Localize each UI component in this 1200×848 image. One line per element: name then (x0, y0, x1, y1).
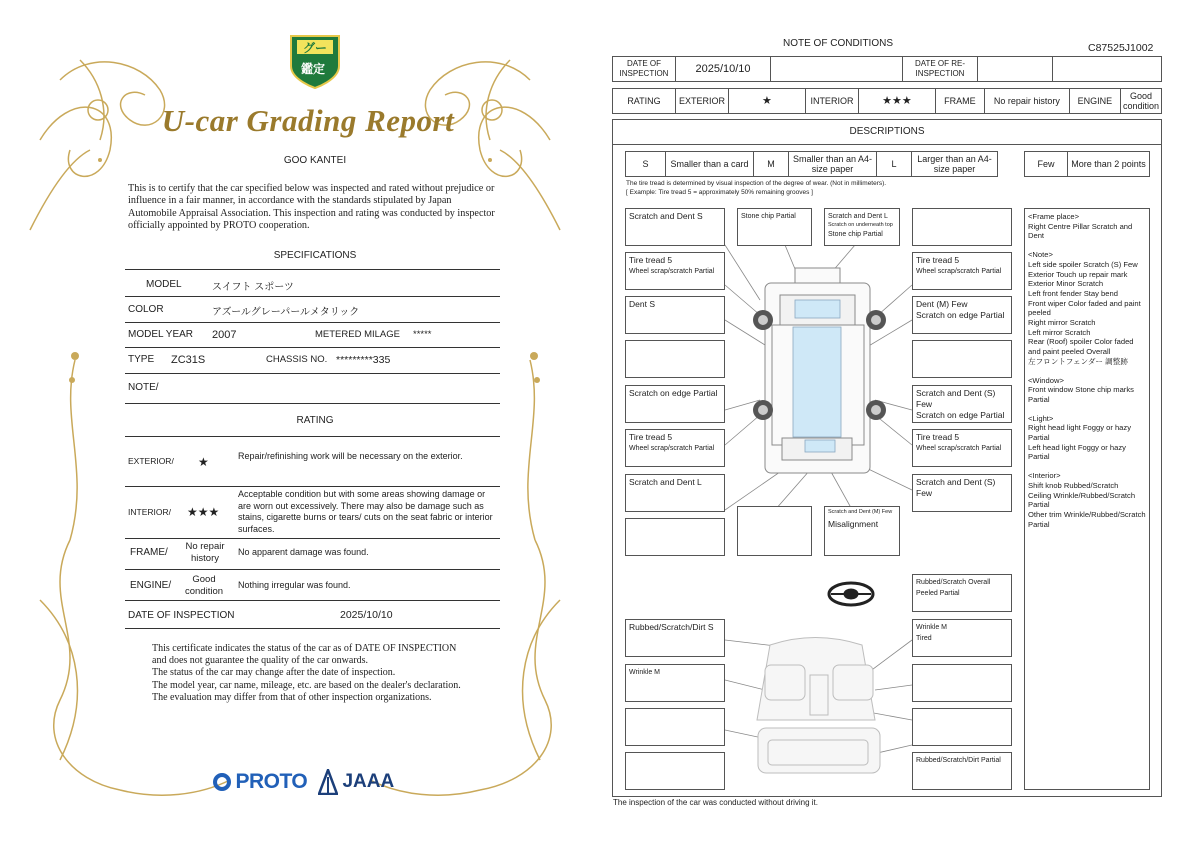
interior-stars: ★★★ (187, 505, 220, 519)
notes-line (1028, 462, 1146, 471)
doi-label: DATE OF INSPECTION (128, 610, 235, 621)
damage-box-text: Wrinkle M (629, 669, 660, 676)
damage-box-text: Tire tread 5 (629, 432, 673, 442)
damage-box (824, 506, 900, 556)
damage-box (625, 664, 725, 702)
damage-box-text: Rubbed/Scratch Overall (916, 579, 991, 586)
notes-line: <Light> (1028, 413, 1054, 423)
damage-box (625, 252, 725, 290)
legend-l-desc: Larger than an A4-size paper (912, 152, 998, 177)
damage-box (912, 474, 1012, 512)
notes-line: Other trim Wrinkle/Rubbed/Scratch Partial (1028, 509, 1146, 529)
damage-box (625, 474, 725, 512)
doi-value-cell: 2025/10/10 (676, 57, 771, 82)
damage-box-text: Misalignment (828, 519, 879, 529)
legend-s: S (626, 152, 666, 177)
goo-kantei-logo (287, 30, 343, 90)
damage-box (912, 619, 1012, 657)
notes-line: Exterior Minor Scratch (1028, 279, 1104, 289)
exterior-stars: ★ (198, 455, 209, 469)
notes-box (1024, 208, 1150, 790)
noc-footer: The inspection of the car was conducted without driving it. (613, 798, 818, 807)
damage-box-text: Dent (M) Few (916, 299, 968, 309)
damage-box (625, 340, 725, 378)
notes-line: Right Centre Pillar Scratch and Dent (1028, 221, 1133, 241)
damage-box (912, 296, 1012, 334)
damage-box-text: Scratch and Dent (S) Few (916, 477, 996, 498)
damage-box-text: Stone chip Partial (828, 231, 883, 238)
steering-wheel-icon (829, 583, 873, 605)
interior-desc: Acceptable condition but with some areas showing damage or are worn out excessively. There may also be damage such as stains, cigarette burns or tears/ cuts on the seat fabric or interior surfaces. (238, 489, 493, 534)
footer-line: This certificate indicates the status of the car as of DATE OF INSPECTION and does not guarantee the quality of the car onwards. (152, 643, 457, 667)
damage-box-text: Tire tread 5 (916, 432, 960, 442)
notes-line: 左フロントフェンダー 調整跡 (1028, 356, 1128, 366)
damage-box (625, 619, 725, 657)
svg-text:グー: グー (302, 41, 328, 55)
legend-s-desc: Smaller than a card (666, 152, 754, 177)
damage-box (912, 752, 1012, 790)
damage-box (912, 340, 1012, 378)
notes-line: Left head light Foggy or hazy Partial (1028, 442, 1126, 462)
exterior-label-cell: EXTERIOR (675, 89, 728, 114)
damage-box-text: Wheel scrap/scratch Partial (916, 445, 1002, 452)
report-subtitle: GOO KANTEI (283, 155, 347, 166)
footer-line: The model year, car name, mileage, etc. are based on the dealer's declaration. (152, 679, 461, 691)
proto-logo (213, 770, 307, 794)
engine-desc: Nothing irregular was found. (238, 580, 351, 590)
notes-line: Exterior Touch up repair mark (1028, 269, 1128, 279)
legend-few: Few (1025, 152, 1068, 177)
proto-logo-text: PROTO (235, 770, 308, 793)
notes-line: Left mirror Scratch (1028, 327, 1091, 337)
model-value: スイフト スポーツ (212, 282, 294, 293)
damage-box-text: Wheel scrap/scratch Partial (629, 268, 715, 275)
damage-box (912, 208, 1012, 246)
engine-value: Good condition (184, 574, 224, 597)
damage-box-text: Wheel scrap/scratch Partial (629, 445, 715, 452)
damage-box (912, 574, 1012, 612)
damage-box (625, 385, 725, 423)
footer-line: The status of the car may change after the date of inspection. (152, 667, 396, 679)
legend-l: L (877, 152, 912, 177)
notes-line (1028, 367, 1146, 376)
damage-box (912, 429, 1012, 467)
damage-box-text: Tired (916, 635, 932, 642)
engine-value-cell: Good condition (1120, 89, 1161, 114)
notes-line: Front wiper Color faded and paint peeled (1028, 298, 1141, 318)
frame-desc: No apparent damage was found. (238, 547, 369, 557)
frame-value: No repair history (185, 541, 225, 564)
certify-text: This is to certify that the car specified below was inspected and rated without prejudice or influence in a fair manner, in accordance with the standards stipulated by Japan Automobile Appraisal Association. This inspection and rating was conducted by inspector officially appointed by PROTO cooperation. (128, 183, 495, 231)
notes-line (1028, 405, 1146, 414)
exterior-label: EXTERIOR/ (128, 456, 174, 466)
model-year-value: 2007 (212, 329, 237, 341)
damage-box-text: Scratch and Dent S (629, 211, 703, 221)
tire-note-1: The tire tread is determined by visual inspection of the degree of wear. (Not in millimeters). (626, 180, 887, 187)
damage-box (737, 208, 812, 246)
damage-box-text: Dent S (629, 299, 655, 309)
damage-box-text: Peeled Partial (916, 590, 960, 597)
frame-label: FRAME/ (130, 547, 168, 558)
damage-box-text: Scratch on edge Partial (916, 310, 1005, 320)
doi-label-cell: DATE OF INSPECTION (613, 57, 676, 82)
notes-line: <Window> (1028, 375, 1064, 385)
damage-box-text: Scratch on edge Partial (916, 410, 1005, 420)
damage-box-text: Scratch on edge Partial (629, 388, 718, 398)
proto-mark-icon (213, 773, 231, 791)
certificate (0, 0, 590, 848)
damage-box (824, 208, 900, 246)
legend-m-desc: Smaller than an A4-size paper (789, 152, 877, 177)
damage-box-text: Tire tread 5 (916, 255, 960, 265)
note-label: NOTE/ (128, 382, 159, 393)
damage-box (625, 518, 725, 556)
notes-line: Rear (Roof) spoiler Color faded and paint peeled Overall (1028, 337, 1134, 357)
damage-box (625, 708, 725, 746)
notes-line: Left front fender Stay bend (1028, 288, 1118, 298)
certificate-footer (152, 643, 472, 704)
frame-label-cell: FRAME (935, 89, 984, 114)
damage-box (737, 506, 812, 556)
noc-title: NOTE OF CONDITIONS (783, 38, 893, 49)
notes-line: Front window Stone chip marks Partial (1028, 385, 1134, 404)
damage-box (625, 296, 725, 334)
mileage-label: METERED MILAGE (315, 329, 400, 340)
jaaa-logo (318, 769, 394, 795)
mileage-value: ***** (413, 329, 432, 340)
interior-label: INTERIOR/ (128, 507, 171, 517)
engine-label: ENGINE/ (130, 580, 172, 591)
notes-line: Shift knob Rubbed/Scratch (1028, 480, 1119, 490)
specs-heading: SPECIFICATIONS (273, 250, 357, 261)
notes-line: Left side spoiler Scratch (S) Few (1028, 259, 1138, 269)
jaaa-mark-icon (318, 769, 338, 795)
notes-line: Right mirror Scratch (1028, 318, 1096, 328)
notes-line: <Frame place> (1028, 212, 1080, 221)
engine-label-cell: ENGINE (1069, 89, 1120, 114)
damage-box (912, 708, 1012, 746)
exterior-value-cell: ★ (728, 89, 805, 114)
doi-value: 2025/10/10 (340, 609, 393, 621)
damage-box-text: Scratch on underneath top (828, 222, 893, 228)
model-label: MODEL (146, 279, 182, 290)
damage-box-text: Scratch and Dent L (629, 477, 702, 487)
note-of-conditions (600, 0, 1200, 848)
dori-label-cell: DATE OF RE-INSPECTION (903, 57, 978, 82)
damage-box (625, 752, 725, 790)
interior-value-cell: ★★★ (858, 89, 935, 114)
type-value: ZC31S (171, 354, 206, 366)
interior-label-cell: INTERIOR (805, 89, 858, 114)
damage-box-text: Wrinkle M (916, 624, 947, 631)
footer-line: The evaluation may differ from that of other inspection organizations. (152, 691, 432, 703)
damage-box-text: Tire tread 5 (629, 255, 673, 265)
notes-line (1028, 241, 1146, 250)
legend-m: M (754, 152, 789, 177)
damage-box (912, 664, 1012, 702)
damage-box (912, 252, 1012, 290)
legend-few-desc: More than 2 points (1068, 152, 1150, 177)
rating-heading: RATING (296, 415, 334, 426)
color-value: アズールグレーパールメタリック (212, 307, 360, 318)
noc-code: C87525J1002 (1088, 42, 1154, 54)
damage-box-text: Stone chip Partial (741, 213, 796, 220)
damage-box-text: Scratch and Dent (M) Few (828, 509, 893, 515)
damage-box-text: Scratch and Dent L (828, 213, 888, 220)
notes-line: Ceiling Wrinkle/Rubbed/Scratch Partial (1028, 490, 1136, 510)
damage-box-text: Rubbed/Scratch/Dirt S (629, 622, 714, 632)
notes-line: Right head light Foggy or hazy Partial (1028, 423, 1131, 443)
model-year-label: MODEL YEAR (128, 329, 194, 340)
color-label: COLOR (128, 304, 164, 315)
chassis-value: *********335 (336, 354, 391, 366)
notes-line: <Interior> (1028, 471, 1061, 481)
damage-box-text: Scratch and Dent (S) Few (916, 388, 996, 409)
type-label: TYPE (128, 354, 155, 365)
damage-box (625, 429, 725, 467)
tire-note-2: [ Example: Tire tread 5 = approximately 50% remaining grooves ] (626, 189, 813, 196)
damage-box-text: Wheel scrap/scratch Partial (916, 268, 1002, 275)
report-title: U-car Grading Report (161, 103, 455, 138)
damage-box (625, 208, 725, 246)
damage-box-text: Rubbed/Scratch/Dirt Partial (916, 757, 1001, 764)
damage-box (912, 385, 1012, 423)
descriptions-heading: DESCRIPTIONS (849, 126, 925, 137)
chassis-label: CHASSIS NO. (266, 354, 328, 365)
rating-label-cell: RATING (613, 89, 676, 114)
exterior-desc: Repair/refinishing work will be necessary on the exterior. (238, 451, 463, 461)
logo-badge-text: 鑑定 (301, 62, 326, 76)
jaaa-logo-text: JAAA (342, 771, 395, 792)
notes-line: <Note> (1028, 250, 1053, 260)
frame-value-cell: No repair history (984, 89, 1069, 114)
